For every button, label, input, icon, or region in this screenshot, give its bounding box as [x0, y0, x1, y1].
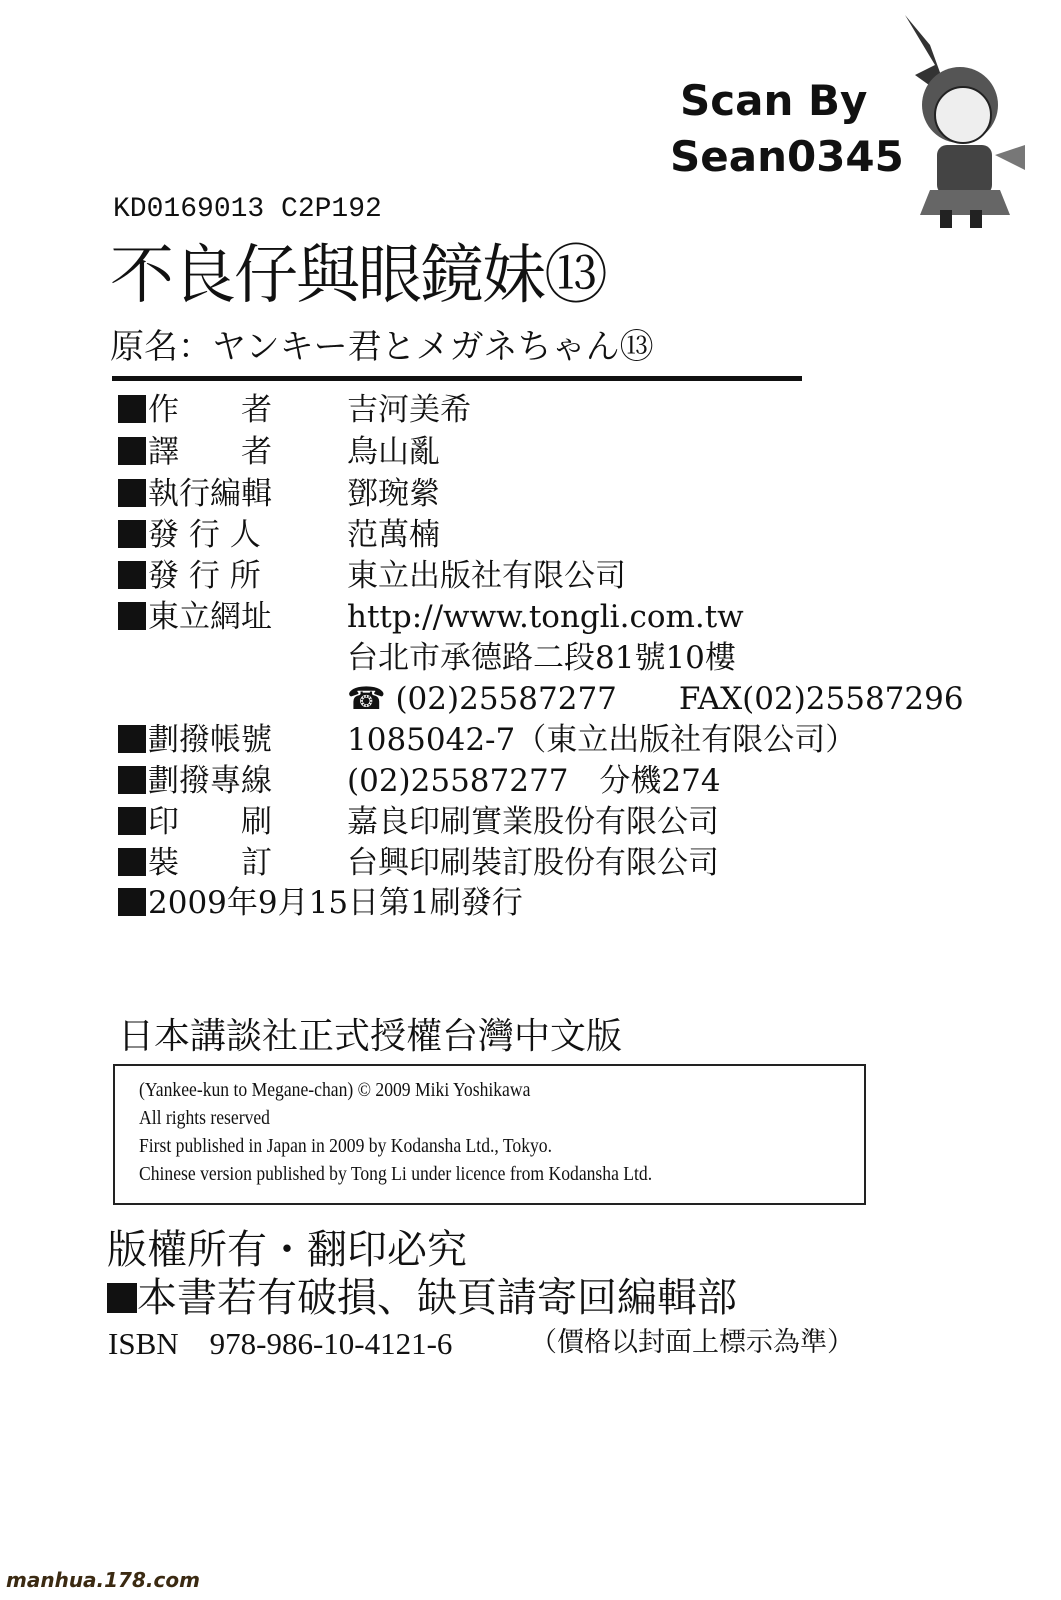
- credit-label: [118, 843, 272, 883]
- credit-label: [118, 474, 272, 514]
- copyright-box: [113, 1064, 866, 1205]
- credit-label: [118, 802, 272, 842]
- bullet-square: [118, 395, 146, 423]
- credit-value: 范萬楠: [347, 517, 440, 553]
- bullet-square: [118, 479, 146, 507]
- bullet-square: [118, 602, 146, 630]
- bullet-square: [118, 561, 146, 589]
- credit-label-text: 譯 者: [148, 434, 272, 470]
- credit-value: 台北市承德路二段81號10樓: [347, 640, 736, 676]
- book-title: 不良仔與眼鏡妹⑬: [110, 239, 606, 313]
- scan-credit-line1: Scan By: [680, 76, 868, 125]
- rights-notice: 版權所有・翻印必究: [107, 1227, 467, 1273]
- credit-label: [118, 761, 272, 801]
- credit-label: [118, 883, 523, 923]
- bullet-square: [118, 437, 146, 465]
- credit-value: 1085042-7（東立出版社有限公司）: [347, 722, 857, 758]
- copyright-line: (Yankee-kun to Megane-chan) © 2009 Miki Yoshikawa: [139, 1079, 531, 1101]
- credit-label-text: 東立網址: [148, 599, 272, 635]
- credit-label-text: 劃撥帳號: [148, 722, 272, 758]
- bullet-square: [118, 888, 146, 916]
- credit-label: [118, 432, 272, 472]
- credit-label: [118, 556, 261, 596]
- copyright-line: First published in Japan in 2009 by Kodansha Ltd., Tokyo.: [139, 1135, 553, 1157]
- credit-label-text: 劃撥專線: [148, 763, 272, 799]
- bullet-square: [118, 807, 146, 835]
- scan-credit-line2: Sean0345: [670, 132, 904, 181]
- credit-value: ☎ (02)25587277 FAX(02)25587296: [347, 681, 964, 717]
- credit-value: 嘉良印刷實業股份有限公司: [347, 804, 719, 840]
- credit-label-text: 2009年9月15日第1刷發行: [148, 885, 523, 921]
- credit-value: (02)25587277 分機274: [347, 763, 721, 799]
- credit-label-text: 發 行 所: [148, 558, 261, 594]
- isbn: ISBN 978-986-10-4121-6: [108, 1326, 453, 1361]
- price-note: （價格以封面上標示為準）: [530, 1327, 854, 1358]
- credit-label-text: 作 者: [148, 392, 272, 428]
- bullet-square: [107, 1283, 137, 1313]
- credit-value: 台興印刷裝訂股份有限公司: [347, 845, 719, 881]
- copyright-line: Chinese version published by Tong Li under licence from Kodansha Ltd.: [139, 1163, 653, 1185]
- credit-label-text: 印 刷: [148, 804, 272, 840]
- credit-label-text: 執行編輯: [148, 476, 272, 512]
- bullet-square: [118, 725, 146, 753]
- watermark-logo: manhua.178.com: [6, 1568, 200, 1592]
- catalog-code: KD0169013 C2P192: [113, 194, 382, 225]
- credit-value: 鳥山亂: [347, 434, 440, 470]
- damage-notice: [107, 1266, 737, 1323]
- bullet-square: [118, 520, 146, 548]
- bullet-square: [118, 848, 146, 876]
- authorization-notice: 日本講談社正式授權台灣中文版: [118, 1016, 623, 1057]
- credit-label: [118, 597, 272, 637]
- divider: [112, 376, 802, 381]
- credit-label-text: 裝 訂: [148, 845, 272, 881]
- credit-value: 鄧琬縈: [347, 476, 440, 512]
- original-title: 原名：ヤンキー君とメガネちゃん⑬: [110, 327, 654, 367]
- credit-value: 東立出版社有限公司: [347, 558, 626, 594]
- credit-label: [118, 720, 272, 760]
- copyright-line: All rights reserved: [139, 1107, 270, 1129]
- credit-value: 吉河美希: [347, 392, 471, 428]
- mascot-illustration: [875, 5, 1045, 230]
- credit-label: [118, 390, 272, 430]
- credit-value: http://www.tongli.com.tw: [347, 599, 744, 635]
- damage-notice-text: 本書若有破損、缺頁請寄回編輯部: [137, 1275, 737, 1321]
- bullet-square: [118, 766, 146, 794]
- credit-label: [118, 515, 261, 555]
- credit-label-text: 發 行 人: [148, 517, 261, 553]
